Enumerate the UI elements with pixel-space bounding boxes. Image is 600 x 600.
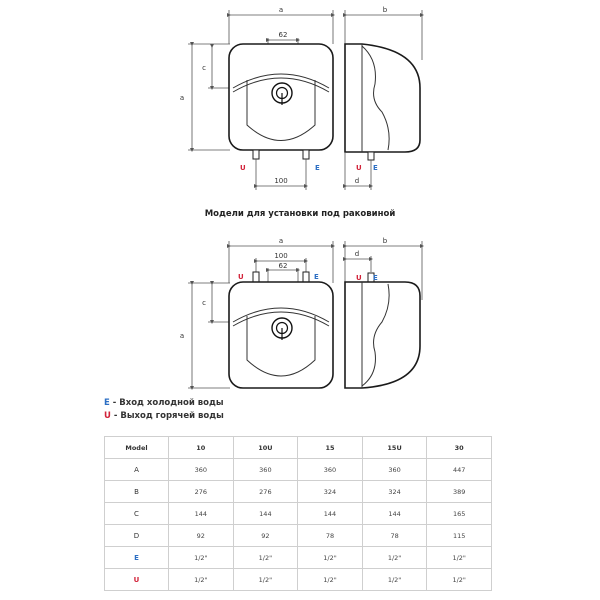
table-cell: 360 [169, 459, 234, 481]
table-row-label: E [105, 547, 169, 569]
table-cell: 1/2" [233, 569, 298, 591]
table-cell: 447 [427, 459, 492, 481]
top-dim-100-label: 100 [274, 177, 288, 185]
table-cell: 1/2" [298, 569, 363, 591]
table-row [105, 525, 492, 547]
bottom-dim-b-label: b [382, 237, 388, 245]
table-cell: 324 [298, 481, 363, 503]
table-cell: 276 [169, 481, 234, 503]
table-row-label: C [105, 503, 169, 525]
table-cell: 324 [362, 481, 427, 503]
bottom-dim-a-vertical-label: a [179, 332, 185, 340]
table-cell: 165 [427, 503, 492, 525]
top-dim-d-label: d [354, 177, 360, 185]
table-row-label: B [105, 481, 169, 503]
top-front-view [180, 6, 333, 190]
table-cell: 92 [233, 525, 298, 547]
table-cell: 1/2" [169, 547, 234, 569]
top-side-pipe-e-label: E [373, 164, 378, 172]
table-cell: 1/2" [233, 547, 298, 569]
table-header-cell: 10U [233, 437, 298, 459]
table-row-label: D [105, 525, 169, 547]
bottom-pipe-u [253, 272, 259, 282]
legend-u-mark: U [104, 411, 111, 421]
table-cell: 1/2" [362, 547, 427, 569]
table-cell: 78 [298, 525, 363, 547]
top-dim-a-vertical-label: a [179, 94, 185, 102]
top-pipe-e [303, 150, 309, 159]
legend-e-text: - Вход холодной воды [109, 398, 224, 408]
top-dim-c-label: c [202, 64, 206, 72]
top-side-view [345, 6, 422, 190]
top-dim-62-label: 62 [278, 31, 288, 39]
table-row-label: U [105, 569, 169, 591]
legend-u-text: - Выход горячей воды [110, 411, 224, 421]
top-heater-body [229, 44, 333, 150]
legend-hot-water [104, 411, 224, 421]
bottom-dim-100-label: 100 [274, 252, 288, 260]
bottom-heater-body [229, 282, 333, 388]
table-header-cell: 30 [427, 437, 492, 459]
table-header-cell: Model [105, 437, 169, 459]
bottom-side-pipe-e-label: E [373, 274, 378, 282]
legend-e-mark: E [104, 398, 110, 408]
dimensions-table [104, 436, 492, 591]
top-dim-b-label: b [382, 6, 388, 14]
table-cell: 1/2" [169, 569, 234, 591]
table-cell: 276 [233, 481, 298, 503]
top-dim-a-label: a [278, 6, 284, 14]
bottom-dim-a-label: a [278, 237, 284, 245]
legend-cold-water [104, 398, 224, 408]
bottom-pipe-u-label: U [238, 273, 244, 281]
bottom-front-view [180, 237, 333, 388]
table-row [105, 503, 492, 525]
table-row-label: A [105, 459, 169, 481]
top-side-body [345, 44, 420, 152]
table-cell: 92 [169, 525, 234, 547]
table-cell: 360 [233, 459, 298, 481]
bottom-pipe-e-label: E [314, 273, 319, 281]
table-cell: 78 [362, 525, 427, 547]
table-cell: 1/2" [362, 569, 427, 591]
under-sink-caption: Модели для установки под раковиной [204, 209, 396, 219]
top-pipe-u [253, 150, 259, 159]
top-pipe-e-label: E [315, 164, 320, 172]
table-header-cell: 15U [362, 437, 427, 459]
table-cell: 115 [427, 525, 492, 547]
table-cell: 144 [233, 503, 298, 525]
table-cell: 360 [362, 459, 427, 481]
table-cell: 1/2" [427, 547, 492, 569]
table-header-cell: 15 [298, 437, 363, 459]
top-side-pipe-u-label: U [356, 164, 362, 172]
bottom-side-body [345, 282, 420, 388]
table-header-row [105, 437, 492, 459]
table-row [105, 547, 492, 569]
table-cell: 144 [298, 503, 363, 525]
table-cell: 1/2" [427, 569, 492, 591]
table-cell: 360 [298, 459, 363, 481]
bottom-dim-62-label: 62 [278, 262, 288, 270]
table-row [105, 569, 492, 591]
bottom-dim-d-label: d [354, 250, 360, 258]
bottom-side-view [345, 237, 422, 388]
bottom-pipe-e [303, 272, 309, 282]
table-row [105, 481, 492, 503]
table-header-cell: 10 [169, 437, 234, 459]
table-cell: 144 [169, 503, 234, 525]
bottom-side-pipe-u-label: U [356, 274, 362, 282]
table-cell: 1/2" [298, 547, 363, 569]
table-row [105, 459, 492, 481]
top-pipe-u-label: U [240, 164, 246, 172]
table-cell: 389 [427, 481, 492, 503]
table-cell: 144 [362, 503, 427, 525]
bottom-dim-c-label: c [202, 299, 206, 307]
